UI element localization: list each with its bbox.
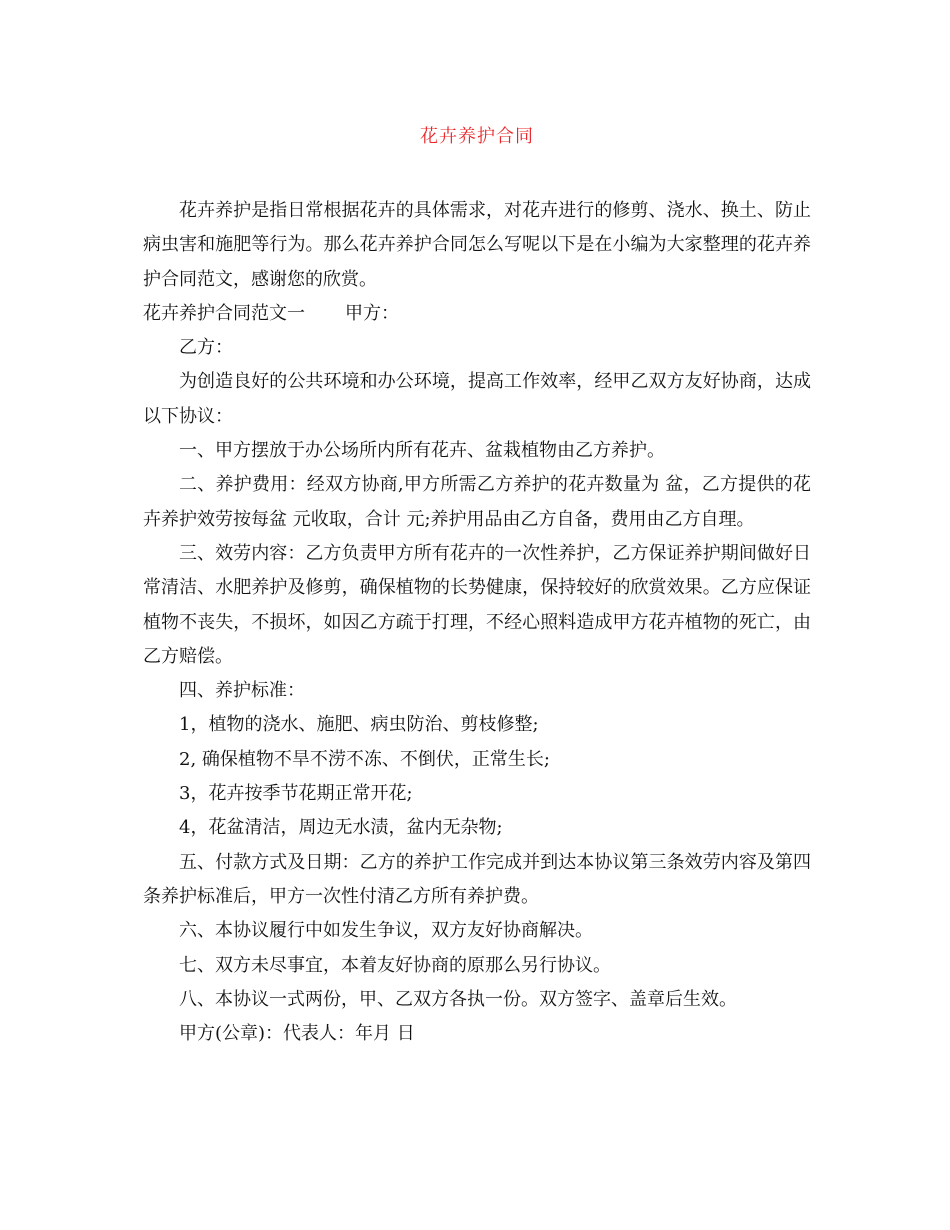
clause-5: 五、付款方式及日期：乙方的养护工作完成并到达本协议第三条效劳内容及第四条养护标准后，甲方一次性付清乙方所有养护费。 [143, 851, 811, 907]
standard-item-3: 3，花卉按季节花期正常开花; [179, 783, 413, 805]
party-a-label: 甲方： [345, 302, 399, 324]
signature-line: 甲方(公章)：代表人：年月 日 [179, 1023, 415, 1045]
sample-heading: 花卉养护合同范文一 [143, 302, 305, 324]
sample-heading-line [143, 297, 811, 331]
standard-item-1: 1，植物的浇水、施肥、病虫防治、剪枝修整; [179, 714, 539, 736]
clause-8: 八、本协议一式两份，甲、乙双方各执一份。双方签字、盖章后生效。 [179, 988, 737, 1010]
clause-7: 七、双方未尽事宜，本着友好协商的原那么另行协议。 [179, 954, 611, 976]
document-body [143, 194, 811, 1051]
clause-4: 四、养护标准： [179, 680, 305, 702]
preamble-paragraph: 为创造良好的公共环境和办公环境，提高工作效率，经甲乙双方友好协商，达成以下协议： [143, 371, 811, 427]
clause-2: 二、养护费用：经双方协商,甲方所需乙方养护的花卉数量为 盆，乙方提供的花卉养护效劳按每盆 元收取，合计 元;养护用品由乙方自备，费用由乙方自理。 [143, 474, 811, 530]
standard-item-2: 2, 确保植物不旱不涝不冻、不倒伏，正常生长; [179, 748, 550, 770]
intro-paragraph: 花卉养护是指日常根据花卉的具体需求，对花卉进行的修剪、浇水、换土、防止病虫害和施肥等行为。那么花卉养护合同怎么写呢以下是在小编为大家整理的花卉养护合同范文，感谢您的欣赏。 [143, 200, 811, 290]
clause-1: 一、甲方摆放于办公场所内所有花卉、盆栽植物由乙方养护。 [179, 440, 665, 462]
party-b-label: 乙方： [179, 337, 233, 359]
clause-6: 六、本协议履行中如发生争议，双方友好协商解决。 [179, 920, 593, 942]
standard-item-4: 4，花盆清洁，周边无水渍，盆内无杂物; [179, 817, 503, 839]
document-title: 花卉养护合同 [420, 126, 534, 147]
clause-3: 三、效劳内容：乙方负责甲方所有花卉的一次性养护，乙方保证养护期间做好日常清洁、水肥养护及修剪，确保植物的长势健康，保持较好的欣赏效果。乙方应保证植物不丧失，不损坏，如因乙方疏于打理，不经心照料造成甲方花卉植物的死亡，由乙方赔偿。 [143, 542, 811, 667]
